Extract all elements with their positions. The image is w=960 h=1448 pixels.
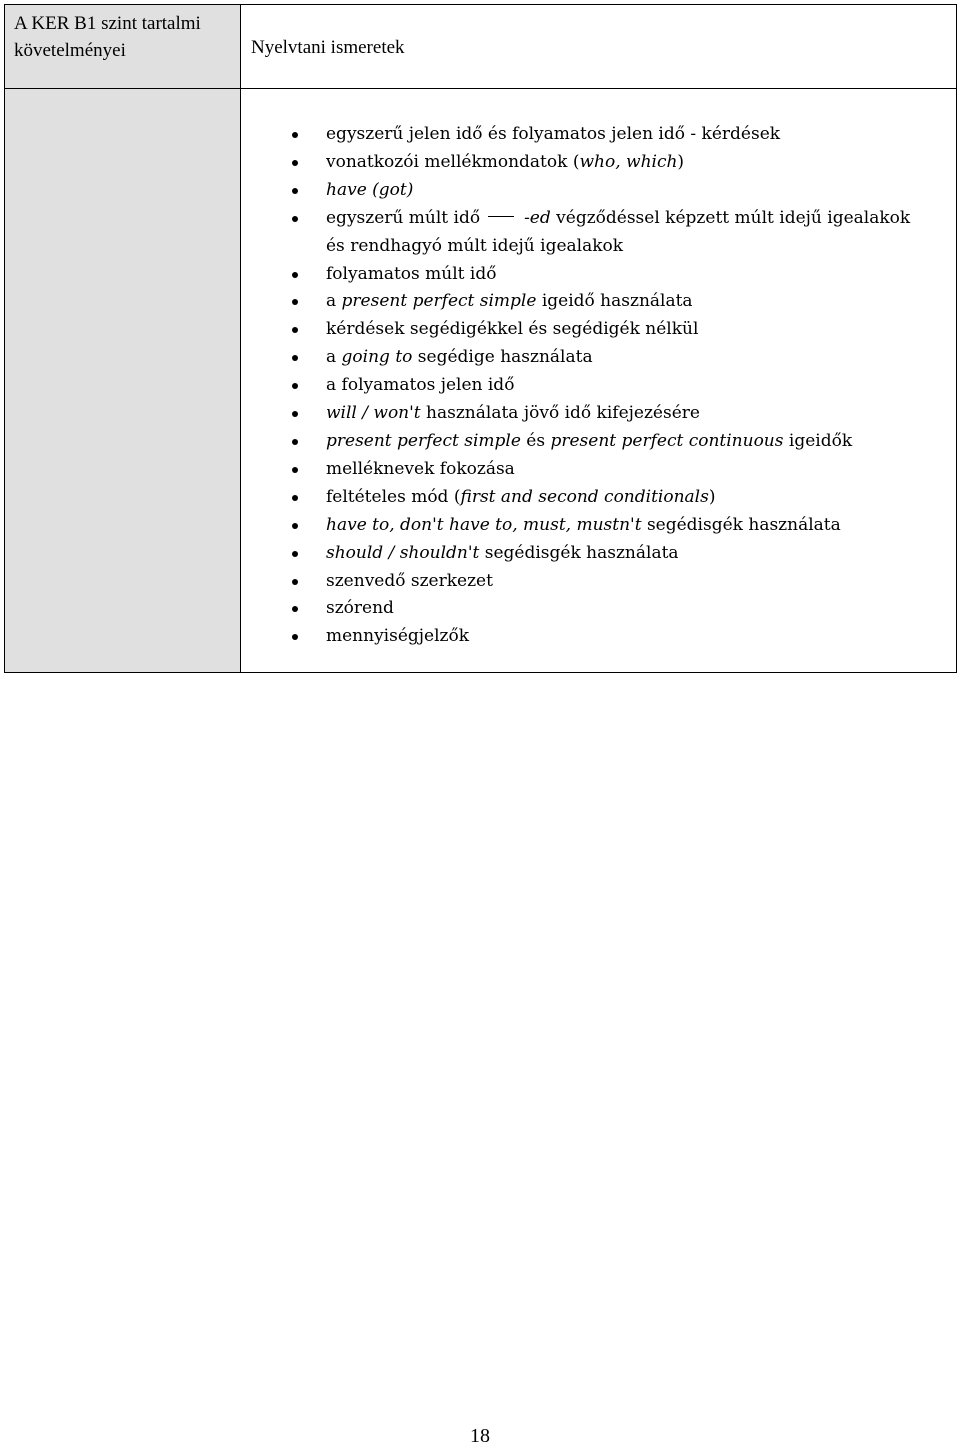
list-item-text: igeidők [783, 430, 853, 451]
table-header-row [5, 5, 956, 89]
list-item [241, 400, 956, 428]
list-item-continuation [241, 233, 956, 261]
list-item-text: végződéssel képzett múlt idejű igealakok [550, 207, 911, 228]
list-item-text: going to [341, 347, 413, 368]
list-item-text: használata jövő idő kifejezésére [420, 403, 700, 424]
bullet-icon [292, 495, 298, 501]
list-item [241, 177, 956, 205]
list-item-text: ) [708, 486, 716, 507]
bullet-icon [292, 523, 298, 529]
list-item-text: have to, don't have to, must, mustn't [326, 514, 642, 535]
list-item-text: melléknevek fokozása [326, 458, 515, 479]
list-item-text: folyamatos múlt idő [326, 263, 497, 284]
bullet-icon [292, 188, 298, 194]
list-item [241, 428, 956, 456]
bullet-icon [292, 216, 298, 222]
list-item-text: present perfect continuous [550, 430, 784, 451]
dash-rule [488, 216, 514, 217]
bullet-icon [292, 299, 298, 305]
requirements-table [4, 4, 957, 673]
grammar-topics-list [241, 121, 956, 651]
list-item [241, 372, 956, 400]
list-item-text: igeidő használata [536, 291, 693, 312]
list-item [241, 540, 956, 568]
list-item-text: feltételes mód ( [326, 486, 461, 507]
list-item-text: szórend [326, 598, 394, 619]
list-item [241, 595, 956, 623]
level-requirements-heading: A KER B1 szint tartalmi követelményei [5, 5, 241, 88]
bullet-icon [292, 606, 298, 612]
list-item-text: a [326, 347, 342, 368]
list-item-text: present perfect simple [326, 430, 521, 451]
list-item-text: szenvedő szerkezet [326, 570, 493, 591]
list-item [241, 316, 956, 344]
list-item-text: egyszerű jelen idő és folyamatos jelen idő - kérdések [326, 124, 781, 144]
bullet-icon [292, 634, 298, 640]
list-item-text: who, which [579, 151, 678, 172]
list-item-text: mennyiségjelzők [326, 626, 470, 647]
list-item-text: a [326, 291, 342, 312]
list-item-text: ) [677, 151, 685, 172]
list-item-text: egyszerű múlt idő [326, 207, 481, 228]
bullet-icon [292, 132, 298, 138]
list-item [241, 149, 956, 177]
list-item-text: és [520, 430, 551, 451]
list-item-text: vonatkozói mellékmondatok ( [326, 151, 580, 172]
list-item [241, 568, 956, 596]
list-item-text: should / shouldn't [326, 542, 480, 563]
list-item [241, 512, 956, 540]
list-item-text: a folyamatos jelen idő [326, 375, 515, 396]
list-item-text: segédisgék használata [479, 542, 679, 563]
list-item [241, 205, 956, 233]
list-item [241, 344, 956, 372]
list-item-text: segédige használata [412, 347, 593, 368]
list-item-text: -ed [524, 207, 551, 228]
list-item-text: will / won't [326, 403, 421, 424]
list-item [241, 121, 956, 149]
bullet-icon [292, 467, 298, 473]
bullet-icon [292, 383, 298, 389]
list-item-text: és rendhagyó múlt idejű igealakok [326, 235, 624, 256]
bullet-icon [292, 411, 298, 417]
list-item-text: first and second conditionals [460, 486, 709, 507]
bullet-icon [292, 579, 298, 585]
page-number: 18 [470, 1425, 490, 1447]
list-item [241, 623, 956, 651]
list-item [241, 288, 956, 316]
bullet-icon [292, 355, 298, 361]
list-item-text: have (got) [326, 179, 414, 200]
bullet-icon [292, 327, 298, 333]
bullet-icon [292, 439, 298, 445]
list-item-text: segédisgék használata [641, 514, 841, 535]
grammar-knowledge-heading: Nyelvtani ismeretek [251, 37, 405, 58]
left-column-cell [5, 89, 241, 672]
list-item-text: kérdések segédigékkel és segédigék nélkül [326, 319, 699, 340]
list-item [241, 484, 956, 512]
bullet-icon [292, 272, 298, 278]
list-item-text: present perfect simple [341, 291, 537, 312]
bullet-icon [292, 160, 298, 166]
grammar-cell [241, 89, 956, 672]
list-item [241, 261, 956, 289]
list-item [241, 456, 956, 484]
bullet-icon [292, 551, 298, 557]
